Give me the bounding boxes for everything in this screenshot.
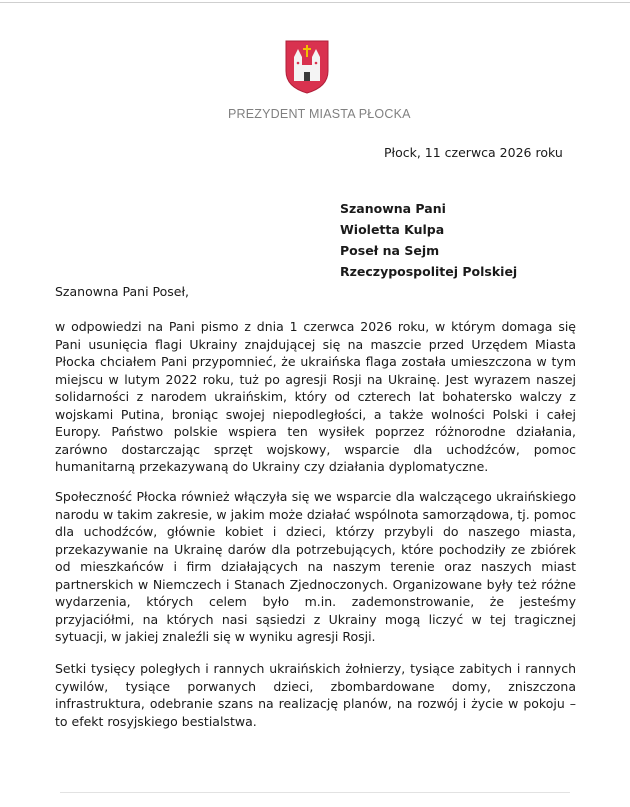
page-top-edge — [0, 2, 630, 3]
recipient-line: Rzeczypospolitej Polskiej — [340, 264, 518, 279]
recipient-line: Poseł na Sejm — [340, 243, 440, 258]
body-paragraph: Społeczność Płocka również włączyła się we wsparcie dla walczącego ukraińskiego narodu w takim zakresie, w jakim może działać wspólnota samorządowa, tj. pomoc dla uchodźców, głównie kobiet i dzieci, którzy przybyli do naszego miasta, przekazywanie na Ukrainę darów dla potrzebujących, które pochodziły ze zbiórek od mieszkańców i firm działających na naszym terenie oraz naszych miast partnerskich w Niemczech i Stanach Zjednoczonych. Organizowane były też różne wydarzenia, których celem było m.in. zademonstrowanie, że jesteśmy przyjaciółmi, na których nasi sąsiedzi z Ukrainy mogą liczyć w tej tragicznej sytuacji, w jakiej znaleźli się w wyniku agresji Rosji. — [55, 489, 576, 644]
place-and-date: Płock, 11 czerwca 2026 roku — [384, 145, 563, 160]
office-name: PREZYDENT MIASTA PŁOCKA — [228, 107, 411, 121]
recipient-line: Szanowna Pani — [340, 201, 446, 216]
body-paragraph: Setki tysięcy poległych i rannych ukraińskich żołnierzy, tysiące zabitych i rannych cywilów, tysiące porwanych dzieci, zbombardowane domy, zniszczona infrastruktura, odebranie szans na realizację planów, na rozwój i życie w pokoju – to efekt rosyjskiego bestialstwa. — [55, 661, 576, 729]
salutation: Szanowna Pani Poseł, — [55, 284, 189, 299]
recipient-block — [340, 198, 517, 282]
recipient-line: Wioletta Kulpa — [340, 222, 445, 237]
body-paragraph: w odpowiedzi na Pani pismo z dnia 1 czerwca 2026 roku, w którym domaga się Pani usunięcia flagi Ukrainy znajdującej się na maszcie przed Urzędem Miasta Płocka chciałem Pani przypomnieć, że ukraińska flaga została umieszczona w tym miejscu w lutym 2022 roku, tuż po agresji Rosji na Ukrainę. Jest wyrazem naszej solidarności z narodem ukraińskim, który od czterech lat bohatersko walczy z wojskami Putina, broniąc swojej niepodległości, a także wolności Polski i całej Europy. Państwo polskie wspiera ten wysiłek poprzez różnorodne działania, zarówno dostarczając sprzęt wojskowy, wsparcie dla uchodźców, pomoc humanitarną przekazywaną do Ukrainy czy działania dyplomatyczne. — [55, 319, 576, 474]
coat-of-arms-icon — [284, 39, 330, 95]
page-bottom-divider — [60, 792, 570, 793]
